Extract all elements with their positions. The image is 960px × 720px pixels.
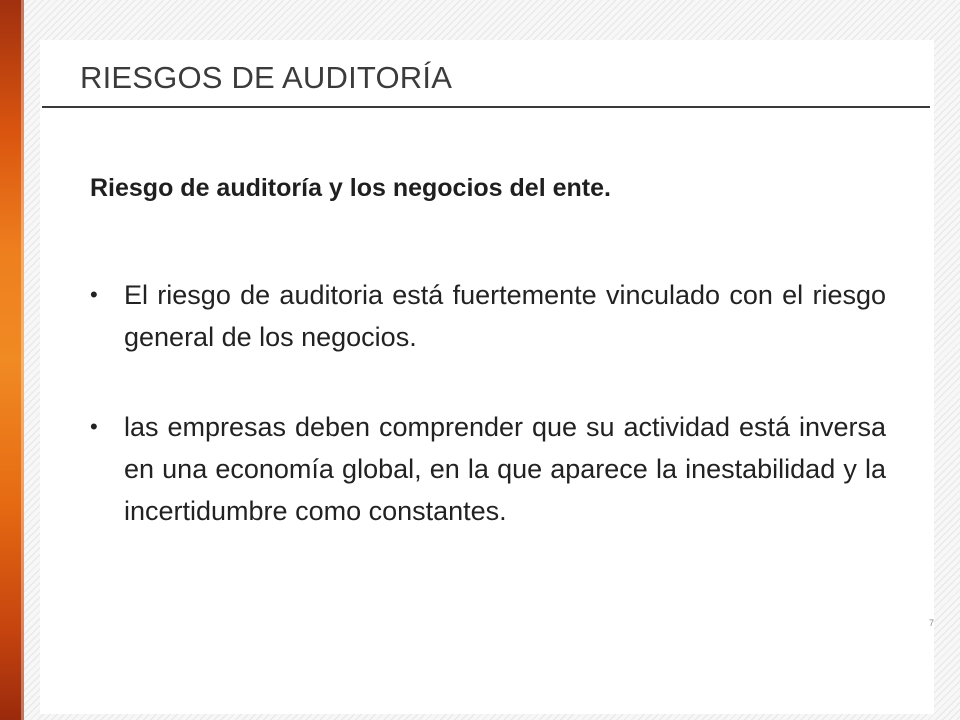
title-underline bbox=[42, 106, 930, 108]
slide-title: RIESGOS DE AUDITORÍA bbox=[80, 60, 453, 95]
orange-side-bar bbox=[0, 0, 24, 720]
bullet-marker-icon: • bbox=[90, 414, 98, 439]
slide-content bbox=[40, 40, 934, 714]
slide-subtitle: Riesgo de auditoría y los negocios del ente. bbox=[90, 174, 611, 202]
bullet-list bbox=[90, 274, 886, 580]
bullet-marker-icon: • bbox=[90, 282, 98, 307]
page-number: 7 bbox=[928, 618, 934, 628]
bullet-item bbox=[90, 406, 886, 532]
bullet-text: las empresas deben comprender que su actividad está inversa en una economía global, en la que aparece la inestabilidad y la incertidumbre como constantes. bbox=[124, 412, 886, 526]
bullet-text: El riesgo de auditoria está fuertemente vinculado con el riesgo general de los negocios. bbox=[124, 280, 886, 352]
bullet-item bbox=[90, 274, 886, 358]
